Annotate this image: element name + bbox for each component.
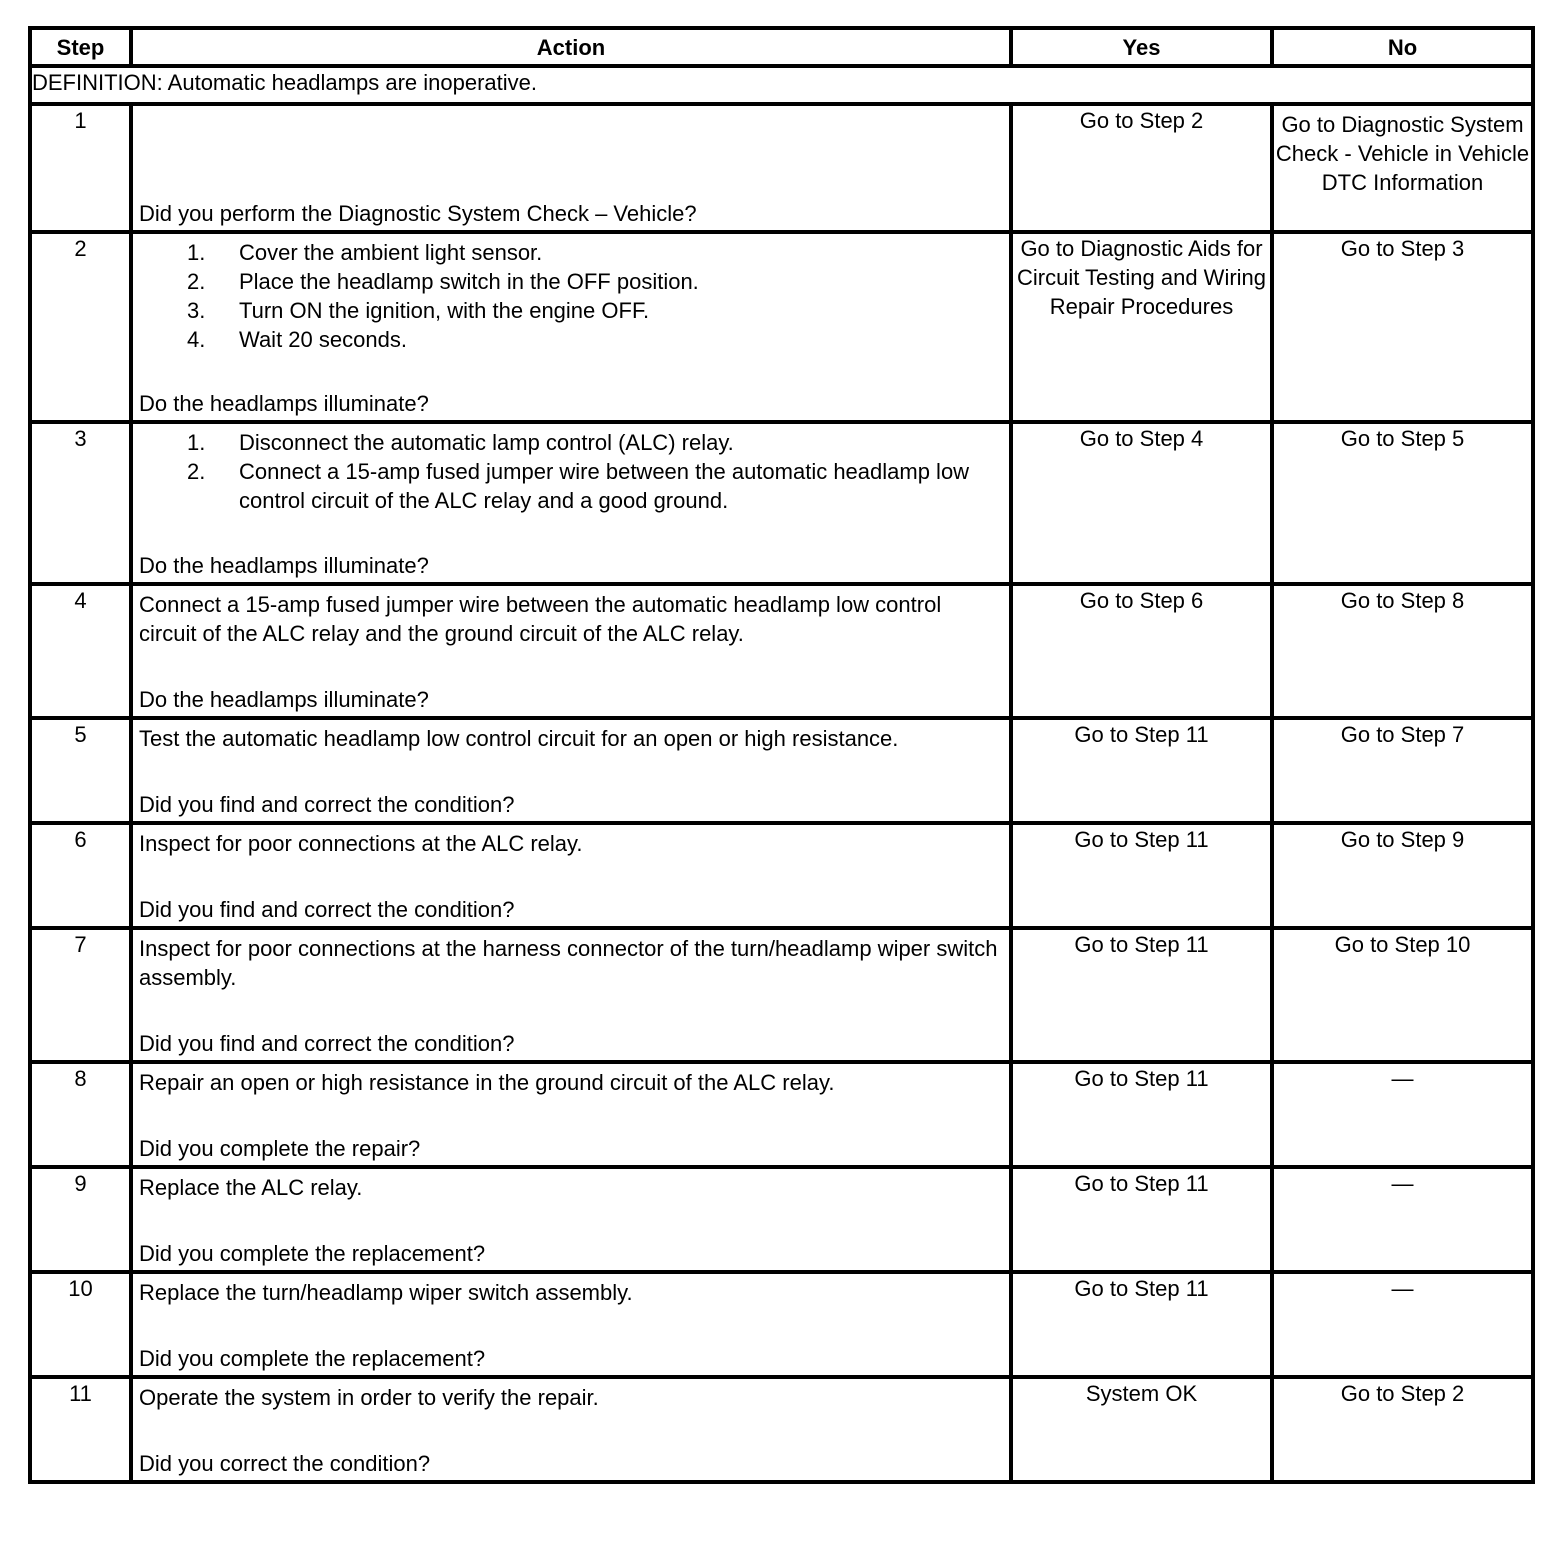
list-item-text: Cover the ambient light sensor. xyxy=(239,240,543,265)
action-question: Did you complete the replacement? xyxy=(139,1346,486,1371)
action-cell xyxy=(131,823,1011,928)
list-item-number: 3. xyxy=(187,298,206,323)
instruction-list xyxy=(139,428,1003,515)
no-result: Go to Step 9 xyxy=(1272,823,1533,928)
action-cell xyxy=(131,584,1011,718)
action-question: Did you find and correct the condition? xyxy=(139,792,515,817)
action-cell xyxy=(131,232,1011,422)
list-item xyxy=(139,428,1003,457)
action-text: Connect a 15-amp fused jumper wire between the automatic headlamp low control circuit of the ALC relay and the ground circuit of the ALC relay. xyxy=(139,592,942,646)
action-text: Repair an open or high resistance in the ground circuit of the ALC relay. xyxy=(139,1070,835,1095)
no-result: — xyxy=(1272,1272,1533,1377)
action-instructions xyxy=(139,724,1003,753)
header-step: Step xyxy=(30,28,131,66)
yes-result: Go to Step 11 xyxy=(1011,1272,1272,1377)
step-number: 7 xyxy=(30,928,131,1062)
list-item xyxy=(139,238,1003,267)
action-text: Replace the turn/headlamp wiper switch assembly. xyxy=(139,1280,633,1305)
yes-result: Go to Step 2 xyxy=(1011,104,1272,232)
step-number: 8 xyxy=(30,1062,131,1167)
yes-result: Go to Step 11 xyxy=(1011,1062,1272,1167)
action-question: Do the headlamps illuminate? xyxy=(139,553,429,578)
action-cell xyxy=(131,1062,1011,1167)
action-content xyxy=(133,586,1009,716)
action-text: Inspect for poor connections at the ALC relay. xyxy=(139,831,583,856)
action-instructions xyxy=(139,590,1003,648)
action-instructions xyxy=(139,829,1003,858)
action-instructions xyxy=(139,1173,1003,1202)
list-item-number: 2. xyxy=(187,269,206,294)
no-result: Go to Diagnostic System Check - Vehicle in Vehicle DTC Information xyxy=(1272,104,1533,232)
action-instructions xyxy=(139,1068,1003,1097)
step-number: 11 xyxy=(30,1377,131,1482)
list-item-number: 1. xyxy=(187,240,206,265)
list-item-text: Place the headlamp switch in the OFF position. xyxy=(239,269,699,294)
step-number: 9 xyxy=(30,1167,131,1272)
action-content xyxy=(133,720,1009,821)
table-row xyxy=(30,718,1533,823)
definition-row xyxy=(30,66,1533,104)
list-item xyxy=(139,267,1003,296)
table-row xyxy=(30,422,1533,584)
action-text: Replace the ALC relay. xyxy=(139,1175,363,1200)
step-number: 10 xyxy=(30,1272,131,1377)
action-cell xyxy=(131,104,1011,232)
header-row xyxy=(30,28,1533,66)
no-result: Go to Step 2 xyxy=(1272,1377,1533,1482)
list-item-number: 2. xyxy=(187,459,206,484)
action-question: Did you find and correct the condition? xyxy=(139,1031,515,1056)
yes-result: Go to Step 11 xyxy=(1011,928,1272,1062)
action-cell xyxy=(131,928,1011,1062)
table-row xyxy=(30,1377,1533,1482)
action-text: Test the automatic headlamp low control circuit for an open or high resistance. xyxy=(139,726,899,751)
action-question: Did you perform the Diagnostic System Check – Vehicle? xyxy=(139,201,697,226)
no-result: Go to Step 7 xyxy=(1272,718,1533,823)
table-row xyxy=(30,1167,1533,1272)
no-result: — xyxy=(1272,1062,1533,1167)
table-row xyxy=(30,928,1533,1062)
action-content xyxy=(133,234,1009,420)
step-number: 3 xyxy=(30,422,131,584)
no-result: Go to Step 5 xyxy=(1272,422,1533,584)
step-number: 4 xyxy=(30,584,131,718)
action-content xyxy=(133,1169,1009,1270)
action-instructions xyxy=(139,428,1003,515)
table-row xyxy=(30,1272,1533,1377)
list-item-text: Wait 20 seconds. xyxy=(239,327,407,352)
action-question: Do the headlamps illuminate? xyxy=(139,687,429,712)
header-yes: Yes xyxy=(1011,28,1272,66)
action-question: Do the headlamps illuminate? xyxy=(139,391,429,416)
yes-result: Go to Step 6 xyxy=(1011,584,1272,718)
yes-result: Go to Step 11 xyxy=(1011,718,1272,823)
table-row xyxy=(30,104,1533,232)
no-result: — xyxy=(1272,1167,1533,1272)
action-content xyxy=(133,424,1009,582)
action-instructions xyxy=(139,1278,1003,1307)
action-text: Inspect for poor connections at the harness connector of the turn/headlamp wiper switch assembly. xyxy=(139,936,998,990)
step-number: 5 xyxy=(30,718,131,823)
diagnostic-table xyxy=(28,26,1535,1484)
no-result: Go to Step 10 xyxy=(1272,928,1533,1062)
header-no: No xyxy=(1272,28,1533,66)
table-row xyxy=(30,823,1533,928)
action-content xyxy=(133,930,1009,1060)
action-question: Did you complete the replacement? xyxy=(139,1241,486,1266)
list-item-number: 4. xyxy=(187,327,206,352)
list-item xyxy=(139,325,1003,354)
action-instructions xyxy=(139,238,1003,354)
action-text: Operate the system in order to verify the repair. xyxy=(139,1385,599,1410)
action-cell xyxy=(131,1272,1011,1377)
step-number: 6 xyxy=(30,823,131,928)
action-question: Did you correct the condition? xyxy=(139,1451,431,1476)
action-content xyxy=(133,106,1009,230)
action-cell xyxy=(131,1377,1011,1482)
header-action: Action xyxy=(131,28,1011,66)
yes-result: System OK xyxy=(1011,1377,1272,1482)
action-content xyxy=(133,1064,1009,1165)
list-item xyxy=(139,457,1003,515)
action-question: Did you find and correct the condition? xyxy=(139,897,515,922)
list-item xyxy=(139,296,1003,325)
yes-result: Go to Step 11 xyxy=(1011,823,1272,928)
yes-result: Go to Step 4 xyxy=(1011,422,1272,584)
list-item-text: Turn ON the ignition, with the engine OFF. xyxy=(239,298,650,323)
action-content xyxy=(133,1379,1009,1480)
action-instructions xyxy=(139,934,1003,992)
action-cell xyxy=(131,718,1011,823)
list-item-number: 1. xyxy=(187,430,206,455)
yes-result: Go to Step 11 xyxy=(1011,1167,1272,1272)
action-content xyxy=(133,825,1009,926)
list-item-text: Connect a 15-amp fused jumper wire between the automatic headlamp low control circuit of the ALC relay and a good ground. xyxy=(239,459,970,513)
table-row xyxy=(30,584,1533,718)
definition-text: DEFINITION: Automatic headlamps are inoperative. xyxy=(30,66,1533,104)
step-number: 1 xyxy=(30,104,131,232)
table-row xyxy=(30,1062,1533,1167)
no-result: Go to Step 3 xyxy=(1272,232,1533,422)
table-row xyxy=(30,232,1533,422)
action-cell xyxy=(131,1167,1011,1272)
instruction-list xyxy=(139,238,1003,354)
action-cell xyxy=(131,422,1011,584)
action-instructions xyxy=(139,1383,1003,1412)
no-result: Go to Step 8 xyxy=(1272,584,1533,718)
step-number: 2 xyxy=(30,232,131,422)
yes-result: Go to Diagnostic Aids for Circuit Testing and Wiring Repair Procedures xyxy=(1011,232,1272,422)
action-question: Did you complete the repair? xyxy=(139,1136,421,1161)
list-item-text: Disconnect the automatic lamp control (ALC) relay. xyxy=(239,430,734,455)
action-content xyxy=(133,1274,1009,1375)
